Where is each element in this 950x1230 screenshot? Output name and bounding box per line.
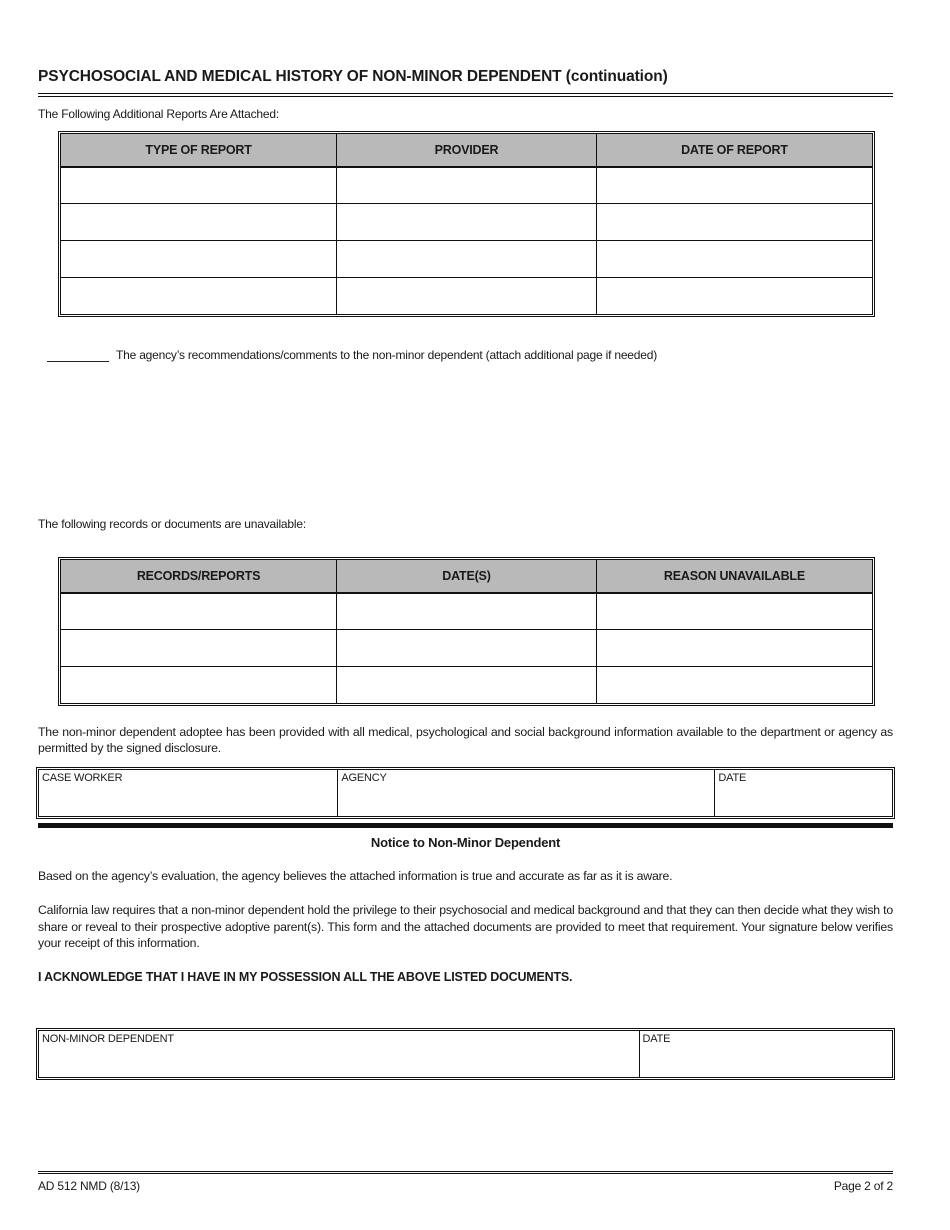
recommendations-blank-field[interactable] <box>47 348 109 362</box>
unavailable-records-table <box>58 557 875 706</box>
record-cell[interactable] <box>61 593 337 630</box>
attached-reports-table <box>58 131 875 317</box>
unavailable-records-header-row <box>61 560 873 593</box>
table-row <box>61 204 873 241</box>
table-row <box>61 241 873 278</box>
attached-reports-header-row <box>61 134 873 167</box>
record-cell[interactable] <box>337 593 597 630</box>
report-cell[interactable] <box>596 167 872 204</box>
non-minor-dependent-field[interactable] <box>39 1031 640 1077</box>
report-cell[interactable] <box>61 167 337 204</box>
recommendations-row <box>38 348 893 362</box>
non-minor-dependent-label: NON-MINOR DEPENDENT <box>42 1033 174 1046</box>
table-row <box>61 593 873 630</box>
page-number: Page 2 of 2 <box>833 1179 893 1193</box>
notice-paragraph-1: Based on the agency’s evaluation, the agency believes the attached information is true and accurate as far as it is aware. <box>38 869 673 883</box>
disclosure-statement: The non-minor dependent adoptee has been provided with all medical, psychological and social background information available to the department or agency as permitted by the signed disclosure. <box>38 725 893 755</box>
record-cell[interactable] <box>596 630 872 667</box>
notice-heading: Notice to Non-Minor Dependent <box>370 835 561 850</box>
record-cell[interactable] <box>337 630 597 667</box>
dependent-date-field[interactable] <box>640 1031 892 1077</box>
column-header-type-of-report: TYPE OF REPORT <box>61 134 337 167</box>
notice-divider <box>38 823 893 828</box>
unavailable-records-intro: The following records or documents are unavailable: <box>38 517 306 531</box>
case-worker-field[interactable] <box>39 770 338 816</box>
report-cell[interactable] <box>61 241 337 278</box>
footer <box>38 1179 893 1193</box>
agency-signature-box <box>38 769 893 817</box>
dependent-date-label: DATE <box>642 1033 671 1046</box>
record-cell[interactable] <box>61 630 337 667</box>
record-cell[interactable] <box>61 667 337 704</box>
page-title: PSYCHOSOCIAL AND MEDICAL HISTORY OF NON-MINOR DEPENDENT (continuation) <box>38 68 668 85</box>
column-header-records-reports: RECORDS/REPORTS <box>61 560 337 593</box>
report-cell[interactable] <box>61 278 337 315</box>
record-cell[interactable] <box>596 667 872 704</box>
form-number: AD 512 NMD (8/13) <box>38 1179 140 1193</box>
report-cell[interactable] <box>337 278 597 315</box>
report-cell[interactable] <box>337 241 597 278</box>
case-worker-label: CASE WORKER <box>42 772 123 784</box>
table-row <box>61 167 873 204</box>
agency-date-label: DATE <box>718 772 747 784</box>
record-cell[interactable] <box>337 667 597 704</box>
agency-date-field[interactable] <box>715 770 892 816</box>
table-row <box>61 667 873 704</box>
report-cell[interactable] <box>337 204 597 241</box>
report-cell[interactable] <box>596 278 872 315</box>
report-cell[interactable] <box>596 241 872 278</box>
title-divider <box>38 93 893 97</box>
column-header-dates: DATE(S) <box>337 560 597 593</box>
agency-label: AGENCY <box>341 772 387 784</box>
table-row <box>61 630 873 667</box>
report-cell[interactable] <box>61 204 337 241</box>
notice-paragraph-2: California law requires that a non-minor dependent hold the privilege to their psychosocial and medical background and that they can then decide what they wish to share or reveal to their prospective adoptive parent(s). This form and the attached documents are provided to meet that requirement. Your signature below verifies your receipt of this information. <box>38 903 893 950</box>
record-cell[interactable] <box>596 593 872 630</box>
recommendations-label: The agency’s recommendations/comments to the non-minor dependent (attach additional page if needed) <box>116 348 657 362</box>
attached-reports-intro: The Following Additional Reports Are Attached: <box>38 107 279 121</box>
report-cell[interactable] <box>337 167 597 204</box>
acknowledgment-statement: I ACKNOWLEDGE THAT I HAVE IN MY POSSESSION ALL THE ABOVE LISTED DOCUMENTS. <box>38 970 573 985</box>
column-header-reason-unavailable: REASON UNAVAILABLE <box>596 560 872 593</box>
column-header-date-of-report: DATE OF REPORT <box>596 134 872 167</box>
report-cell[interactable] <box>596 204 872 241</box>
table-row <box>61 278 873 315</box>
agency-field[interactable] <box>338 770 715 816</box>
footer-divider <box>38 1171 893 1174</box>
column-header-provider: PROVIDER <box>337 134 597 167</box>
dependent-signature-box <box>38 1030 893 1078</box>
